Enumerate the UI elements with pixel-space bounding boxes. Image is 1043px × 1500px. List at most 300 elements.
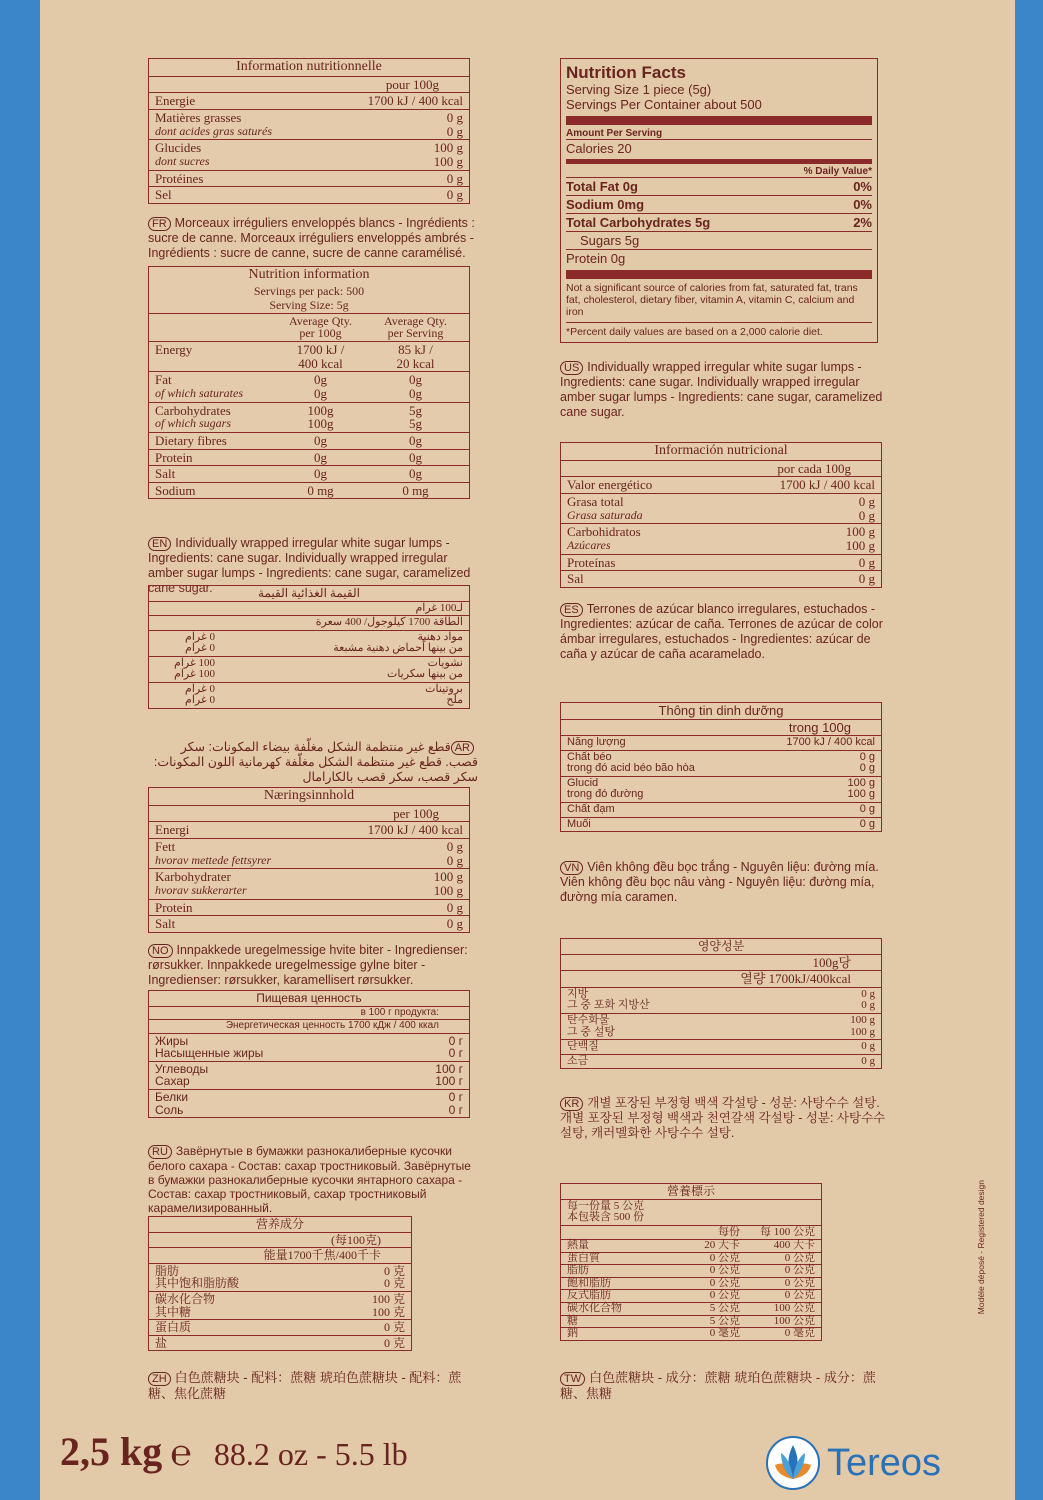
table-per: pour 100g — [149, 77, 469, 94]
row-label: Carbohidratos — [567, 524, 641, 540]
row-labels — [155, 467, 273, 481]
value-100g: 0 公克 — [784, 1264, 815, 1277]
ingredients-text: 白色蔗糖块 - 配料：蔗糖 琥珀色蔗糖块 - 配料：蔗糖、焦化蔗糖 — [148, 1370, 462, 1401]
row-value: 0 克 — [383, 1335, 405, 1350]
value-100g: 0 公克 — [784, 1276, 815, 1289]
value-serving-2: 5g — [409, 416, 422, 432]
value-100g: 0 毫克 — [784, 1327, 815, 1340]
row-label: Matières grasses — [155, 109, 242, 125]
per-serving — [368, 343, 463, 370]
col2-sub: per Serving — [387, 326, 444, 341]
row-value: 0 克 — [383, 1320, 405, 1335]
row-value: 0 g — [446, 899, 463, 915]
row-value: 0 г — [448, 1033, 463, 1048]
package-panel — [40, 0, 1015, 1500]
row-subvalue: 100 g — [845, 537, 875, 553]
row-label: 飽和脂肪 — [567, 1276, 611, 1289]
table-title: 营养成分 — [149, 1217, 411, 1233]
serving-size: Serving Size: 5g — [149, 298, 469, 314]
row-labels — [567, 1056, 815, 1068]
row-values — [403, 1035, 463, 1060]
row-labels — [155, 1337, 345, 1350]
value-serving: 85 kJ / — [398, 342, 433, 358]
value-100g: 100 公克 — [773, 1301, 815, 1314]
row-sublabel: Сахар — [155, 1074, 190, 1089]
e-mark: ℮ — [170, 1433, 192, 1473]
table-per: per 100g — [149, 806, 469, 823]
row-labels — [567, 819, 745, 831]
row-labels — [155, 434, 273, 448]
table-row — [149, 93, 469, 110]
no-ingredients — [148, 943, 478, 988]
table-title: Información nutricional — [561, 443, 881, 461]
row-label: 蛋白質 — [567, 1251, 600, 1264]
row-label: 碳水化合物 — [155, 1291, 216, 1306]
row-subvalue: 100 g — [433, 882, 463, 898]
row-sublabel: من بينها سكريات — [386, 668, 463, 681]
row-value: 0 g — [446, 109, 463, 125]
tw-serving-size: 每一份量 5 公克 — [567, 1199, 644, 1212]
row-values — [333, 917, 463, 931]
row-label: Muối — [567, 817, 591, 830]
row-sublabel: Azúcares — [567, 537, 611, 552]
row-values — [745, 572, 875, 586]
ingredients-text: Morceaux irréguliers enveloppés blancs - Ingrédients : sucre de canne. Morceaux irréguliers enveloppés ambrés - Ingrédients : sucre de canne, sucre de canne caramélisé. — [148, 216, 475, 260]
registered-design-text: Modèle déposé - Registered design — [976, 1180, 986, 1315]
value-serving: 5 公克 — [709, 1301, 740, 1314]
per-serving — [368, 404, 463, 431]
row-value: 0 g — [861, 987, 875, 1000]
row-sublabel: dont sucres — [155, 153, 210, 168]
row-value: 0 g — [859, 817, 875, 830]
nf-row — [566, 177, 872, 195]
table-title: القيمة الغذائية القيمة — [149, 586, 469, 602]
row-label: Năng lượng — [567, 736, 626, 749]
row-labels — [567, 989, 815, 1012]
table-row — [149, 839, 469, 869]
row-value: 0 g — [858, 493, 875, 509]
table-row — [149, 372, 469, 402]
row-labels — [155, 111, 333, 138]
vn-ingredients — [560, 860, 890, 905]
table-row — [561, 524, 881, 554]
row-labels — [567, 478, 745, 492]
row-values — [403, 1091, 463, 1116]
row-label: 盐 — [155, 1335, 168, 1350]
row-subvalue: 100 克 — [371, 1304, 405, 1319]
table-per: trong 100g — [561, 720, 881, 737]
row-label: 糖 — [567, 1314, 578, 1327]
us-nutrition-facts — [560, 58, 878, 343]
row-label: Glucid — [567, 776, 599, 789]
value-serving: 5 公克 — [709, 1314, 740, 1327]
table-per: (每100克) — [149, 1233, 411, 1249]
table-title: Information nutritionnelle — [149, 59, 469, 77]
energy-row: Энергетическая ценность 1700 кДж / 400 ккал — [149, 1020, 469, 1034]
row-sublabel: 其中糖 — [155, 1304, 192, 1319]
per-100g — [273, 434, 368, 448]
row-subvalue: 100 g — [850, 1025, 875, 1038]
row-label: Energi — [155, 822, 190, 838]
table-row — [561, 1055, 881, 1069]
table-per: 100g당 — [561, 955, 881, 972]
table-row — [149, 869, 469, 899]
table-row — [561, 777, 881, 803]
row-sublabel: Grasa saturada — [567, 507, 643, 522]
no-nutrition-table — [148, 787, 470, 933]
value-serving: 20 大卡 — [704, 1239, 740, 1252]
row-label: Valor energético — [567, 477, 653, 493]
col1-sub: per 100g — [299, 326, 342, 341]
tereos-logo — [765, 1435, 941, 1491]
per-serving — [368, 484, 463, 498]
row-labels — [567, 737, 745, 749]
per-100g — [273, 484, 368, 498]
row-labels — [155, 373, 273, 400]
row-label: Energie — [155, 93, 196, 109]
row-label: Углеводы — [155, 1061, 209, 1076]
row-value: 0 g — [859, 750, 875, 763]
row-labels — [155, 917, 333, 931]
row-labels — [155, 141, 333, 168]
row-value: 100 g — [850, 1013, 875, 1026]
row-labels — [567, 752, 745, 775]
ru-ingredients — [148, 1144, 478, 1216]
value-100g-2: 400 kcal — [298, 355, 343, 371]
row-values — [815, 1015, 875, 1038]
ingredients-text: Завёрнутые в бумажки разнокалиберные кусочки белого сахара - Состав: сахар тростниковый. Завёрнутые в бумажки разнокалиберные кусочки янтарного сахара - Состав: сахар тростниковый, сахар тростниковый карамелизированный. — [148, 1144, 471, 1216]
per-100g — [273, 404, 368, 431]
row-values — [345, 1321, 405, 1334]
row-labels — [155, 901, 333, 915]
row-label: Grasa total — [567, 493, 624, 509]
row-subvalue: 0 g — [861, 999, 875, 1012]
row-value: 100 g — [845, 524, 875, 540]
ingredients-text: Individually wrapped irregular white sugar lumps - Ingredients: cane sugar. Individually wrapped irregular amber sugar lumps - Ingredients: cane sugar, caramelized cane sugar. — [560, 360, 883, 419]
es-nutrition-table — [560, 442, 882, 588]
row-labels — [155, 343, 273, 370]
row-value: 0 g — [861, 1040, 875, 1053]
nf-row-label: Protein 0g — [566, 250, 626, 266]
table-per: por cada 100g — [561, 461, 881, 478]
row-sublabel: 其中饱和脂肪酸 — [155, 1276, 240, 1291]
row-label: 脂肪 — [155, 1263, 180, 1278]
ingredients-text: Terrones de azúcar blanco irregulares, estuchados - Ingredientes: azúcar de caña. Terrones de azúcar de color ámbar irregulares, estuchados - Ingredientes: azúcar de caña y azúcar de caña acaramelado. — [560, 602, 883, 661]
nf-row — [566, 249, 872, 267]
row-label: Sel — [155, 187, 172, 203]
row-values — [345, 1293, 405, 1318]
per-100g — [273, 373, 368, 400]
row-sublabel: hvorav mettede fettsyrer — [155, 852, 272, 867]
ingredients-text: Innpakkede uregelmessige hvite biter - Ingredienser: rørsukker. Innpakkede uregelmessige gylne biter - Ingredienser: rørsukker, karamellisert rørsukker. — [148, 943, 468, 987]
en-nutrition-table — [148, 266, 470, 499]
fr-nutrition-table — [148, 58, 470, 204]
country-code: AR — [451, 741, 474, 755]
kr-ingredients — [560, 1096, 895, 1141]
row-value: 0 غرام — [185, 630, 215, 643]
row-labels — [155, 484, 273, 498]
table-row — [149, 403, 469, 433]
row-sublabel: of which sugars — [155, 416, 232, 431]
country-code: TW — [560, 1372, 585, 1386]
row-subvalue: 0 g — [446, 123, 463, 139]
value-100g-2: 100g — [307, 416, 334, 432]
row-sublabel: trong đó acid béo bão hòa — [567, 762, 695, 775]
weight-kg: 2,5 kg — [60, 1429, 163, 1474]
nf-calories-text: Calories 20 — [566, 140, 632, 156]
row-label: 鈉 — [567, 1327, 578, 1340]
table-row — [561, 1040, 881, 1055]
table-row — [149, 822, 469, 839]
ingredients-text: قطع غير منتظمة الشكل مغلّفة بيضاء المكونات: سكر قصب. قطع غير منتظمة الشكل مغلّفة كهرمانية اللون المكونات: سكر قصب، سكر قصب بالكارامال — [153, 740, 478, 784]
zh-ingredients — [148, 1370, 478, 1401]
row-labels — [567, 556, 745, 570]
row-labels — [155, 1293, 345, 1318]
row-label: Chất béo — [567, 750, 612, 763]
row-label: 탄수화물 — [567, 1013, 610, 1026]
row-label: Protein — [155, 899, 193, 915]
nf-row — [566, 231, 872, 249]
row-values — [745, 778, 875, 801]
row-value: 0 g — [446, 170, 463, 186]
row-labels — [567, 572, 745, 586]
table-row — [561, 477, 881, 494]
nf-amount: Amount Per Serving — [566, 127, 663, 139]
row-values — [815, 989, 875, 1012]
row-values — [345, 1337, 405, 1350]
row-value: 1700 kJ / 400 kcal — [367, 93, 463, 109]
row-values — [333, 111, 463, 138]
row-subvalue: 100 г — [435, 1074, 463, 1089]
row-labels — [155, 1321, 345, 1334]
row-values — [333, 172, 463, 186]
energy-row: الطاقة 1700 كيلوجول/ 400 سعرة — [149, 616, 469, 631]
row-value: 0 g — [446, 916, 463, 932]
row-label: Protein — [155, 449, 193, 465]
value-100g: 0 公克 — [784, 1289, 815, 1302]
row-labels — [155, 404, 273, 431]
row-value: 0 g — [858, 571, 875, 587]
row-labels — [155, 94, 333, 108]
row-values — [745, 804, 875, 816]
ingredients-text: Individually wrapped irregular white sugar lumps - Ingredients: cane sugar. Individually wrapped irregular amber sugar lumps - Ingredients: cane sugar, caramelized cane sugar. — [148, 536, 471, 595]
tereos-flower-icon — [765, 1435, 821, 1491]
row-value: 0 g — [861, 1054, 875, 1067]
nf-row-label: Total Carbohydrates 5g — [566, 214, 711, 230]
table-row — [149, 342, 469, 372]
tw-ingredients — [560, 1370, 890, 1401]
row-labels — [155, 1035, 403, 1060]
brand-name: Tereos — [827, 1441, 942, 1484]
row-labels — [155, 1091, 403, 1116]
table-row — [149, 631, 469, 657]
row-value: 0 g — [446, 187, 463, 203]
table-title: 營養標示 — [561, 1184, 821, 1200]
row-labels — [155, 1063, 403, 1088]
row-labels — [567, 778, 745, 801]
row-labels — [155, 172, 333, 186]
row-label: 소금 — [567, 1054, 589, 1067]
row-value: 100 g — [433, 869, 463, 885]
row-labels — [155, 840, 333, 867]
table-row — [149, 900, 469, 917]
row-values — [345, 1265, 405, 1290]
row-label: مواد دهنية — [417, 630, 463, 643]
table-title: Thông tin dinh dưỡng — [561, 703, 881, 720]
table-row — [149, 1336, 411, 1351]
table-row — [561, 1303, 821, 1316]
value-100g: 0 mg — [307, 482, 334, 498]
row-value: 100 г — [435, 1061, 463, 1076]
row-subvalue: 0 克 — [383, 1276, 405, 1291]
row-values — [155, 632, 215, 655]
ru-nutrition-table — [148, 990, 470, 1118]
row-label: 지방 — [567, 987, 589, 1000]
nf-servings: Servings Per Container about 500 — [566, 96, 762, 112]
value-100g: 0g — [314, 466, 327, 482]
row-values — [333, 141, 463, 168]
value-serving: 0 毫克 — [709, 1327, 740, 1340]
row-labels — [567, 525, 745, 552]
row-label: 熱量 — [567, 1239, 589, 1252]
row-label: Salt — [155, 466, 176, 482]
nf-row-label: Total Fat 0g — [566, 178, 638, 194]
table-title: Nutrition information — [248, 267, 370, 282]
row-value: 100 克 — [371, 1291, 405, 1306]
nf-med-bar — [566, 159, 872, 164]
ar-ingredients — [148, 740, 478, 785]
row-label: Glucides — [155, 140, 202, 156]
row-value: 1700 kJ / 400 kcal — [367, 822, 463, 838]
nf-note: Not a significant source of calories from fat, saturated fat, trans fat, cholesterol, dietary fiber, vitamin A, vitamin C, calcium and iron — [566, 281, 858, 318]
row-subvalue: 0 g — [859, 762, 875, 775]
country-code: US — [560, 361, 583, 375]
tw-serving — [561, 1200, 821, 1226]
row-sublabel: ملح — [446, 694, 463, 707]
table-row — [149, 1062, 469, 1090]
row-values — [745, 752, 875, 775]
value-serving: 0g — [409, 372, 422, 388]
row-subvalue: 100 g — [847, 788, 875, 801]
table-row — [561, 1316, 821, 1329]
table-row — [561, 1265, 821, 1278]
value-100g: 100 公克 — [773, 1314, 815, 1327]
row-value: 1700 kJ / 400 kcal — [786, 736, 875, 749]
table-per: لـ100 غرام — [149, 602, 469, 617]
row-labels — [155, 870, 333, 897]
energy-row: 열량 1700kJ/400kcal — [561, 971, 881, 988]
table-row — [149, 1292, 411, 1320]
row-labels — [215, 684, 463, 707]
nf-dv: % Daily Value* — [803, 165, 872, 177]
row-label: بروتينات — [425, 682, 463, 695]
row-label: Жиры — [155, 1033, 189, 1048]
ingredients-text: 白色蔗糖块 - 成分：蔗糖 琥珀色蔗糖块 - 成分：蔗糖、焦糖 — [560, 1370, 876, 1401]
row-value: 0 g — [446, 838, 463, 854]
fr-ingredients — [148, 216, 478, 261]
nf-row-label: Sodium 0mg — [566, 196, 645, 212]
energy-row: 能量1700千焦/400千卡 — [149, 1248, 411, 1264]
row-label: Sodium — [155, 482, 196, 498]
table-row — [149, 683, 469, 708]
row-label: Energy — [155, 342, 193, 358]
row-label: نشويات — [427, 656, 463, 669]
table-row — [149, 187, 469, 203]
ar-nutrition-table — [148, 585, 470, 709]
col1-header: Average Qty. — [289, 313, 352, 328]
weight-oz: 88.2 oz - 5.5 lb — [213, 1436, 408, 1472]
tw-col2: 每 100 公克 — [760, 1225, 815, 1238]
row-value: 1700 kJ / 400 kcal — [779, 477, 875, 493]
row-values — [333, 823, 463, 837]
row-labels — [567, 1041, 815, 1053]
country-code: FR — [148, 217, 171, 231]
row-values — [745, 495, 875, 522]
value-100g: 400 大卡 — [773, 1239, 815, 1252]
table-row — [149, 140, 469, 170]
per-serving — [368, 467, 463, 481]
row-value: 100 g — [433, 140, 463, 156]
row-label: Salt — [155, 916, 176, 932]
nf-row-value: 2% — [853, 214, 872, 230]
country-code: ES — [560, 603, 583, 617]
table-row — [561, 1240, 821, 1253]
table-row — [561, 988, 881, 1014]
row-sublabel: of which saturates — [155, 385, 244, 400]
nf-thick-bar-2 — [566, 270, 872, 279]
row-label: Protéines — [155, 170, 204, 186]
row-labels — [215, 632, 463, 655]
row-subvalue: 0 g — [446, 852, 463, 868]
nf-row-value: 0% — [853, 196, 872, 212]
table-row — [561, 803, 881, 818]
value-100g: 100g — [307, 402, 334, 418]
es-ingredients — [560, 602, 890, 661]
value-100g-2: 0g — [314, 385, 327, 401]
value-100g: 0g — [314, 432, 327, 448]
row-values — [745, 737, 875, 749]
table-row — [149, 657, 469, 683]
row-label: Chất đạm — [567, 803, 615, 816]
table-row — [561, 818, 881, 832]
row-values — [815, 1056, 875, 1068]
table-row — [149, 466, 469, 483]
nf-calories — [566, 139, 872, 157]
row-value: 100 g — [847, 776, 875, 789]
row-sublabel: Насыщенные жиры — [155, 1046, 264, 1061]
table-row — [149, 110, 469, 140]
row-values — [403, 1063, 463, 1088]
country-code: ZH — [148, 1372, 171, 1386]
servings-per-pack: Servings per pack: 500 — [253, 283, 365, 298]
row-values — [815, 1041, 875, 1053]
row-label: Proteínas — [567, 554, 616, 570]
nf-serving-size: Serving Size 1 piece (5g) — [566, 82, 712, 97]
row-label: 碳水化合物 — [567, 1301, 622, 1314]
value-serving: 0 公克 — [709, 1289, 740, 1302]
row-sublabel: 그 중 포화 지방산 — [567, 999, 650, 1012]
table-title: Næringsinnhold — [149, 788, 469, 806]
table-per: в 100 г продукта: — [149, 1007, 469, 1021]
row-value: 0 g — [859, 803, 875, 816]
row-values — [333, 901, 463, 915]
table-row — [561, 494, 881, 524]
zh-nutrition-table — [148, 1216, 412, 1351]
row-values — [333, 188, 463, 202]
row-value: 0 克 — [383, 1263, 405, 1278]
country-code: NO — [148, 944, 173, 958]
row-labels — [155, 823, 333, 837]
